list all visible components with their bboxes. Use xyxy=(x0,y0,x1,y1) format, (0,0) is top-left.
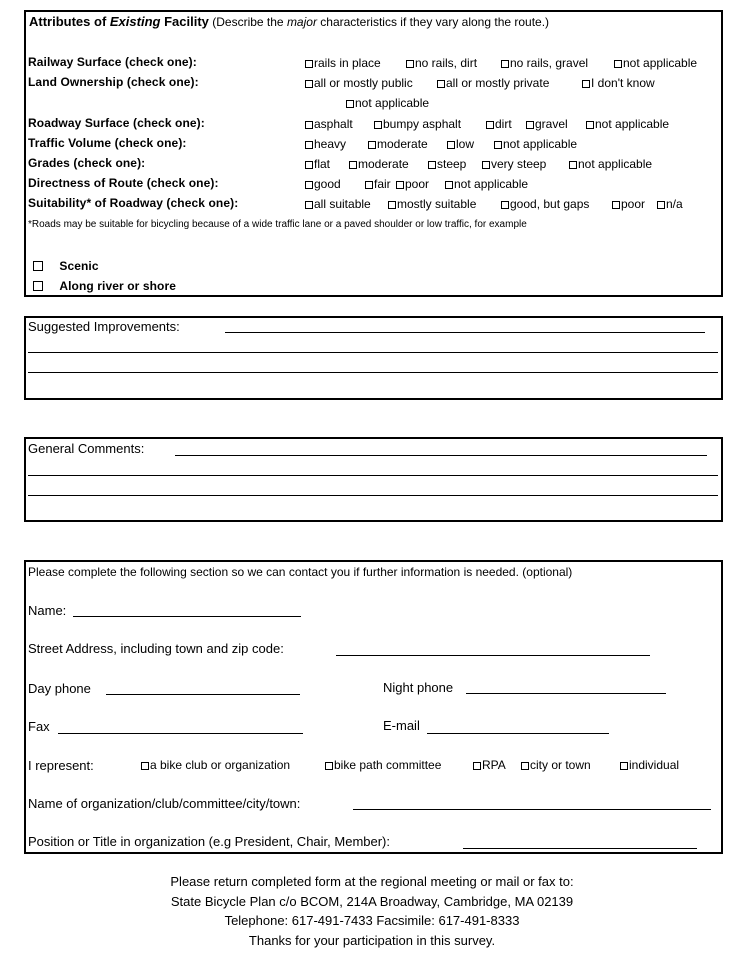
day-phone-label: Day phone xyxy=(28,681,91,696)
org-name-field[interactable] xyxy=(353,809,711,810)
option-label: flat xyxy=(314,157,331,171)
attribute-label: Land Ownership (check one): xyxy=(28,75,199,89)
attribute-option[interactable] xyxy=(305,76,413,90)
footer-thanks: Thanks for your participation in this survey. xyxy=(248,933,496,948)
comments-line-3[interactable] xyxy=(28,495,718,496)
name-field[interactable] xyxy=(73,616,301,617)
option-label: not applicable xyxy=(454,177,529,191)
address-field[interactable] xyxy=(336,655,650,656)
org-name-label: Name of organization/club/committee/city/town: xyxy=(28,796,301,811)
checkbox-icon[interactable] xyxy=(494,141,502,149)
option-label: not applicable xyxy=(578,157,653,171)
checkbox-icon[interactable] xyxy=(614,60,622,68)
checkbox-icon[interactable] xyxy=(521,762,529,770)
attribute-label: Grades (check one): xyxy=(28,156,146,170)
option-label: poor xyxy=(621,197,646,211)
option-label: mostly suitable xyxy=(397,197,477,211)
attribute-option[interactable] xyxy=(305,197,371,211)
checkbox-icon[interactable] xyxy=(374,121,382,129)
checkbox-icon[interactable] xyxy=(368,141,376,149)
attributes-section xyxy=(24,10,723,297)
attribute-label: Railway Surface (check one): xyxy=(28,55,197,69)
footer-line-1: Please return completed form at the regional meeting or mail or fax to: xyxy=(170,874,574,889)
option-label: dirt xyxy=(495,117,512,131)
comments-line-1[interactable] xyxy=(175,455,707,456)
attribute-option[interactable] xyxy=(501,56,588,70)
improvements-label: Suggested Improvements: xyxy=(28,319,180,334)
attribute-option[interactable] xyxy=(445,177,528,191)
represent-option[interactable] xyxy=(620,758,679,772)
improvements-line-1[interactable] xyxy=(225,332,705,333)
option-label: city or town xyxy=(530,758,591,772)
day-phone-field[interactable] xyxy=(106,694,300,695)
checkbox-icon[interactable] xyxy=(612,201,620,209)
improvements-line-3[interactable] xyxy=(28,372,718,373)
checkbox-icon[interactable] xyxy=(586,121,594,129)
checkbox-icon[interactable] xyxy=(305,60,313,68)
option-label: n/a xyxy=(666,197,683,211)
night-phone-label: Night phone xyxy=(383,680,454,695)
attribute-option[interactable] xyxy=(657,197,683,211)
improvements-line-2[interactable] xyxy=(28,352,718,353)
option-label: no rails, dirt xyxy=(415,56,478,70)
contact-intro: Please complete the following section so we can contact you if further information is needed. (optional) xyxy=(28,565,573,579)
checkbox-icon[interactable] xyxy=(582,80,590,88)
option-label: heavy xyxy=(314,137,347,151)
attribute-option[interactable] xyxy=(349,157,409,171)
option-label: a bike club or organization xyxy=(150,758,291,772)
email-label: E-mail xyxy=(383,718,420,733)
checkbox-icon[interactable] xyxy=(447,141,455,149)
option-label: all suitable xyxy=(314,197,371,211)
roadway-footnote: *Roads may be suitable for bicycling because of a wide traffic lane or a paved shoulder or low traffic, for example xyxy=(28,219,527,230)
attribute-label: Directness of Route (check one): xyxy=(28,176,219,190)
attribute-option[interactable] xyxy=(374,117,461,131)
scenic-option[interactable]: Scenic xyxy=(33,259,99,273)
attribute-label: Traffic Volume (check one): xyxy=(28,136,187,150)
attribute-option[interactable] xyxy=(388,197,476,211)
option-label: not applicable xyxy=(595,117,670,131)
position-label: Position or Title in organization (e.g President, Chair, Member): xyxy=(28,834,391,849)
checkbox-icon[interactable] xyxy=(305,181,313,189)
attribute-label: Suitability* of Roadway (check one): xyxy=(28,196,239,210)
option-label: gravel xyxy=(535,117,568,131)
option-label: good, but gaps xyxy=(510,197,590,211)
represent-option[interactable] xyxy=(521,758,591,772)
checkbox-icon[interactable] xyxy=(445,181,453,189)
address-label: Street Address, including town and zip code: xyxy=(28,641,284,656)
attribute-option[interactable] xyxy=(526,117,568,131)
attribute-option[interactable] xyxy=(396,177,429,191)
attribute-option[interactable] xyxy=(501,197,589,211)
footer-phone: Telephone: 617-491-7433 Facsimile: 617-491-8333 xyxy=(224,913,520,928)
option-label: moderate xyxy=(358,157,409,171)
option-label: RPA xyxy=(482,758,506,772)
attribute-option[interactable] xyxy=(346,96,429,110)
checkbox-icon[interactable] xyxy=(33,261,43,271)
checkbox-icon[interactable] xyxy=(482,161,490,169)
checkbox-icon[interactable] xyxy=(486,121,494,129)
attribute-option[interactable] xyxy=(305,56,381,70)
option-label: rails in place xyxy=(314,56,381,70)
checkbox-icon[interactable] xyxy=(428,161,436,169)
checkbox-icon[interactable] xyxy=(325,762,333,770)
option-label: low xyxy=(456,137,475,151)
option-label: poor xyxy=(405,177,430,191)
checkbox-icon[interactable] xyxy=(349,161,357,169)
checkbox-icon[interactable] xyxy=(620,762,628,770)
option-label: not applicable xyxy=(623,56,698,70)
comments-label: General Comments: xyxy=(28,441,145,456)
attribute-option[interactable] xyxy=(437,76,549,90)
option-label: I don't know xyxy=(591,76,655,90)
checkbox-icon[interactable] xyxy=(388,201,396,209)
option-label: bumpy asphalt xyxy=(383,117,462,131)
fax-field[interactable] xyxy=(58,733,303,734)
checkbox-icon[interactable] xyxy=(305,80,313,88)
represent-option[interactable] xyxy=(141,758,290,772)
attribute-option[interactable] xyxy=(305,137,346,151)
represent-option[interactable] xyxy=(473,758,506,772)
checkbox-icon[interactable] xyxy=(437,80,445,88)
option-label: good xyxy=(314,177,341,191)
checkbox-icon[interactable] xyxy=(526,121,534,129)
attribute-option[interactable] xyxy=(494,137,577,151)
option-label: no rails, gravel xyxy=(510,56,589,70)
checkbox-icon[interactable] xyxy=(33,281,43,291)
attribute-option[interactable] xyxy=(305,157,330,171)
comments-line-2[interactable] xyxy=(28,475,718,476)
attribute-option[interactable] xyxy=(305,177,341,191)
attribute-option[interactable] xyxy=(365,177,391,191)
name-label: Name: xyxy=(28,603,67,618)
option-label: steep xyxy=(437,157,467,171)
checkbox-icon[interactable] xyxy=(305,121,313,129)
represent-option[interactable] xyxy=(325,758,441,772)
attribute-option[interactable] xyxy=(305,117,353,131)
attribute-option[interactable] xyxy=(614,56,697,70)
checkbox-icon[interactable] xyxy=(657,201,665,209)
checkbox-icon[interactable] xyxy=(396,181,404,189)
checkbox-icon[interactable] xyxy=(365,181,373,189)
attribute-option[interactable] xyxy=(368,137,428,151)
checkbox-icon[interactable] xyxy=(473,762,481,770)
checkbox-icon[interactable] xyxy=(501,60,509,68)
option-label: very steep xyxy=(491,157,547,171)
attribute-option[interactable] xyxy=(586,117,669,131)
attribute-option[interactable] xyxy=(482,157,546,171)
checkbox-icon[interactable] xyxy=(305,141,313,149)
represent-label: I represent: xyxy=(28,758,94,773)
email-field[interactable] xyxy=(427,733,609,734)
river-shore-option[interactable]: Along river or shore xyxy=(33,279,176,293)
attributes-title: Attributes of Existing Facility (Describe the major characteristics if they vary along the route.) xyxy=(29,14,550,29)
checkbox-icon[interactable] xyxy=(501,201,509,209)
option-label: moderate xyxy=(377,137,428,151)
checkbox-icon[interactable] xyxy=(141,762,149,770)
option-label: fair xyxy=(374,177,391,191)
checkbox-icon[interactable] xyxy=(305,161,313,169)
option-label: not applicable xyxy=(355,96,430,110)
option-label: not applicable xyxy=(503,137,578,151)
attribute-option[interactable] xyxy=(569,157,652,171)
option-label: all or mostly public xyxy=(314,76,413,90)
attribute-option[interactable] xyxy=(406,56,477,70)
fax-label: Fax xyxy=(28,719,50,734)
option-label: all or mostly private xyxy=(446,76,550,90)
footer-address: State Bicycle Plan c/o BCOM, 214A Broadway, Cambridge, MA 02139 xyxy=(170,894,574,909)
attribute-option[interactable] xyxy=(428,157,466,171)
night-phone-field[interactable] xyxy=(466,693,666,694)
option-label: bike path committee xyxy=(334,758,442,772)
option-label: asphalt xyxy=(314,117,353,131)
checkbox-icon[interactable] xyxy=(406,60,414,68)
checkbox-icon[interactable] xyxy=(569,161,577,169)
position-field[interactable] xyxy=(463,848,697,849)
attribute-label: Roadway Surface (check one): xyxy=(28,116,205,130)
checkbox-icon[interactable] xyxy=(346,100,354,108)
attribute-option[interactable] xyxy=(447,137,474,151)
attribute-option[interactable] xyxy=(582,76,655,90)
option-label: individual xyxy=(629,758,680,772)
attribute-option[interactable] xyxy=(612,197,645,211)
attribute-option[interactable] xyxy=(486,117,512,131)
checkbox-icon[interactable] xyxy=(305,201,313,209)
